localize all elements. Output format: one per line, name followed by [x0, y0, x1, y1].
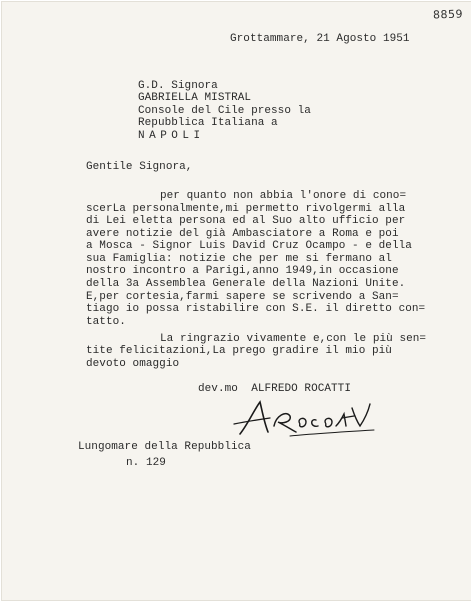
closing-line: devoto omaggio	[86, 358, 180, 370]
recipient-line: Console del Cile presso la	[138, 105, 311, 117]
archive-number: 8859	[432, 7, 464, 22]
body-line: di Lei eletta persona ed al Suo alto ufficio per	[86, 215, 406, 227]
body-line: E,per cortesia,farmi sapere se scrivendo a San=	[86, 291, 399, 303]
body-line: scerLa personalmente,mi permetto rivolgermi alla	[86, 203, 406, 215]
body-line: avere notizie del già Ambasciatore a Roma e poi	[86, 228, 399, 240]
recipient-line: Repubblica Italiana a	[138, 117, 278, 129]
body-line: tatto.	[86, 316, 126, 328]
recipient-city: NAPOLI	[138, 130, 205, 142]
closing-line: tite felicitazioni,La prego gradire il mio più	[86, 345, 392, 357]
typed-signature: dev.mo ALFREDO ROCATTI	[198, 383, 351, 395]
body-line: sua Famiglia: notizie che per me si fermano al	[86, 253, 392, 265]
sender-address-line: n. 129	[126, 457, 166, 469]
body-line: per quanto non abbia l'onore di cono=	[160, 190, 407, 202]
date-line: Grottammare, 21 Agosto 1951	[230, 33, 410, 45]
recipient-line: G.D. Signora	[138, 80, 218, 92]
sender-address-line: Lungomare della Repubblica	[78, 441, 251, 453]
letter-sheet	[1, 1, 471, 601]
body-line: nostro incontro a Parigi,anno 1949,in occasione	[86, 265, 399, 277]
handwritten-signature	[230, 396, 380, 440]
body-line: tiago io possa ristabilire con S.E. il diretto con=	[86, 303, 426, 315]
closing-line: La ringrazio vivamente e,con le più sen=	[160, 333, 427, 345]
body-line: a Mosca - Signor Luis David Cruz Ocampo - e della	[86, 240, 412, 252]
salutation: Gentile Signora,	[86, 161, 193, 173]
body-line: della 3a Assemblea Generale della Nazioni Unite.	[86, 278, 406, 290]
recipient-line: GABRIELLA MISTRAL	[138, 92, 252, 104]
